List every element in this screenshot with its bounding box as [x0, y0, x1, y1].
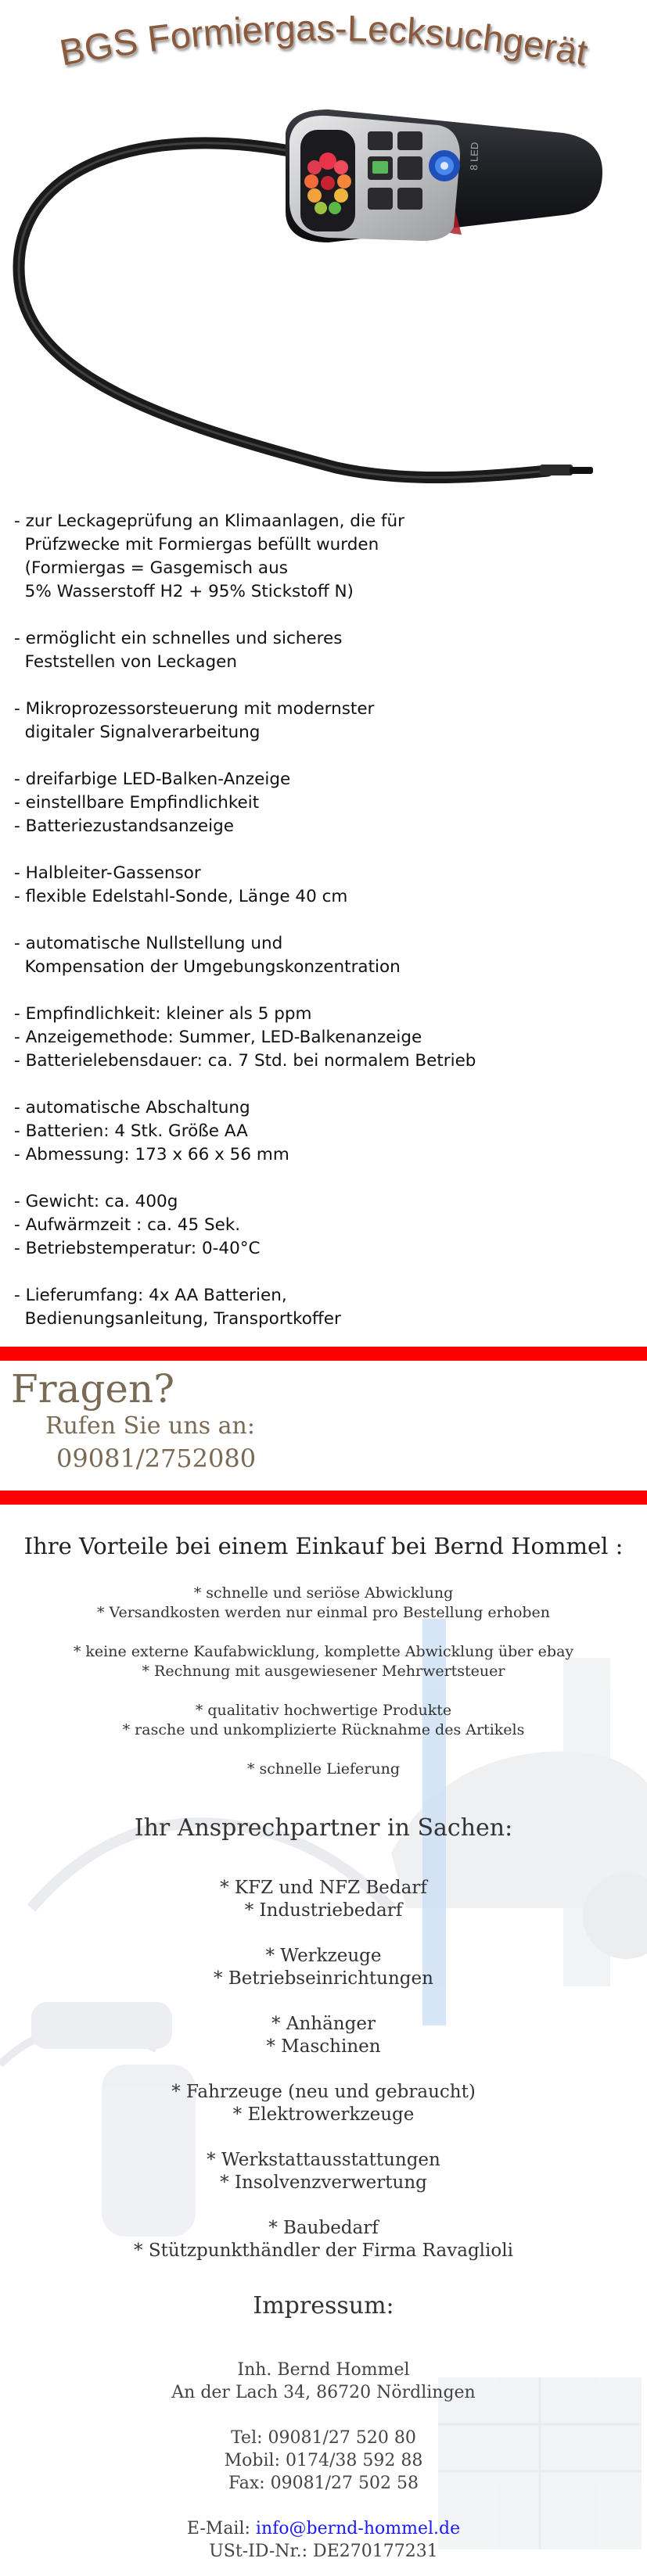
contact-question: Fragen?	[11, 1366, 175, 1412]
partner-item: * KFZ und NFZ Bedarf	[220, 1878, 427, 1898]
impressum-tel: Tel: 09081/27 520 80	[231, 2428, 416, 2448]
impressum-ustid: USt-ID-Nr.: DE270177231	[209, 2542, 438, 2561]
feature-line: - Gewicht: ca. 400g	[14, 1192, 178, 1211]
advantage-item: * Versandkosten werden nur einmal pro Bestellung erhoben	[96, 1604, 551, 1621]
impressum-email-row	[0, 2517, 647, 2540]
impressum-fax: Fax: 09081/27 502 58	[228, 2474, 419, 2493]
impressum-address: An der Lach 34, 86720 Nördlingen	[171, 2383, 476, 2402]
feature-line: - einstellbare Empfindlichkeit	[14, 793, 260, 813]
partner-item: * Maschinen	[266, 2036, 381, 2057]
feature-line: Prüfzwecke mit Formiergas befüllt wurden	[14, 535, 379, 554]
feature-line: - Batterien: 4 Stk. Größe AA	[14, 1121, 248, 1141]
divider-top	[0, 1347, 647, 1361]
advantages-list	[0, 1584, 647, 1779]
feature-line: Kompensation der Umgebungskonzentration	[14, 957, 401, 977]
feature-line: - flexible Edelstahl-Sonde, Länge 40 cm	[14, 887, 348, 906]
partner-item: * Industriebedarf	[244, 1900, 403, 1921]
feature-line: - Lieferumfang: 4x AA Batterien,	[14, 1286, 287, 1305]
svg-text:BGS Formiergas-Lecksuchgerät	[56, 14, 591, 74]
contact-phone: 09081/2752080	[56, 1444, 257, 1473]
feature-line: - Aufwärmzeit : ca. 45 Sek.	[14, 1215, 241, 1235]
partner-item: * Werkstattausstattungen	[207, 2150, 440, 2170]
partner-item: * Stützpunkthändler der Firma Ravaglioli	[134, 2241, 513, 2261]
advantage-item: * schnelle Lieferung	[246, 1760, 401, 1778]
advantage-item: * qualitativ hochwertige Produkte	[195, 1702, 452, 1719]
partner-list	[0, 1877, 647, 2262]
feature-list	[14, 510, 632, 1331]
impressum-mobil: Mobil: 0174/38 592 88	[224, 2451, 423, 2470]
partner-item: * Anhänger	[271, 2014, 376, 2034]
feature-line: - Empfindlichkeit: kleiner als 5 ppm	[14, 1004, 312, 1024]
impressum-block	[0, 2359, 647, 2563]
feature-line: - Halbleiter-Gassensor	[14, 863, 201, 883]
partner-item: * Elektrowerkzeuge	[232, 2104, 415, 2125]
feature-line: - Mikroprozessorsteuerung mit modernster	[14, 699, 375, 719]
feature-line: - Batterielebensdauer: ca. 7 Std. bei normalem Betrieb	[14, 1051, 476, 1071]
impressum-heading: Impressum:	[253, 2292, 394, 2319]
feature-line: - dreifarbige LED-Balken-Anzeige	[14, 770, 291, 789]
feature-line: - Anzeigemethode: Summer, LED-Balkenanzeige	[14, 1028, 422, 1047]
partner-item: * Fahrzeuge (neu und gebraucht)	[171, 2082, 476, 2102]
page-title	[0, 14, 647, 84]
feature-line: - Batteriezustandsanzeige	[14, 816, 235, 836]
impressum-owner: Inh. Bernd Hommel	[237, 2360, 410, 2380]
contact-call: Rufen Sie uns an:	[45, 1412, 255, 1440]
feature-line: - Betriebstemperatur: 0-40°C	[14, 1239, 261, 1258]
feature-line: - automatische Abschaltung	[14, 1098, 250, 1118]
feature-line: (Formiergas = Gasgemisch aus	[14, 558, 288, 578]
partner-heading: Ihr Ansprechpartner in Sachen:	[134, 1814, 513, 1842]
partner-item: * Insolvenzverwertung	[220, 2172, 427, 2193]
email-link[interactable]: info@bernd-hommel.de	[255, 2519, 461, 2538]
feature-line: digitaler Signalverarbeitung	[14, 723, 261, 742]
partner-item: * Betriebseinrichtungen	[214, 1968, 433, 1989]
advantage-item: * rasche und unkomplizierte Rücknahme des Artikels	[122, 1721, 525, 1738]
title-text: BGS Formiergas-Lecksuchgerät	[56, 14, 591, 74]
partner-item: * Werkzeuge	[265, 1946, 382, 1966]
partner-item: * Baubedarf	[268, 2218, 379, 2238]
advantages-heading: Ihre Vorteile bei einem Einkauf bei Bernd Hommel :	[23, 1533, 624, 1559]
feature-line: - ermöglicht ein schnelles und sicheres	[14, 629, 343, 648]
advantage-item: * keine externe Kaufabwicklung, komplette Abwicklung über ebay	[73, 1643, 574, 1660]
device-label: 8 LED	[468, 142, 481, 171]
impressum-email-label: E-Mail:	[186, 2519, 250, 2538]
feature-line: - Abmessung: 173 x 66 x 56 mm	[14, 1145, 289, 1164]
advantage-item: * Rechnung mit ausgewiesener Mehrwertsteuer	[142, 1663, 505, 1680]
feature-line: Bedienungsanleitung, Transportkoffer	[14, 1309, 341, 1329]
product-image	[0, 86, 647, 493]
feature-line: 5% Wasserstoff H2 + 95% Stickstoff N)	[14, 582, 354, 601]
feature-line: - zur Leckageprüfung an Klimaanlagen, die für	[14, 511, 405, 531]
feature-line: - automatische Nullstellung und	[14, 934, 283, 953]
advantage-item: * schnelle und seriöse Abwicklung	[193, 1584, 454, 1602]
feature-line: Feststellen von Leckagen	[14, 652, 237, 672]
